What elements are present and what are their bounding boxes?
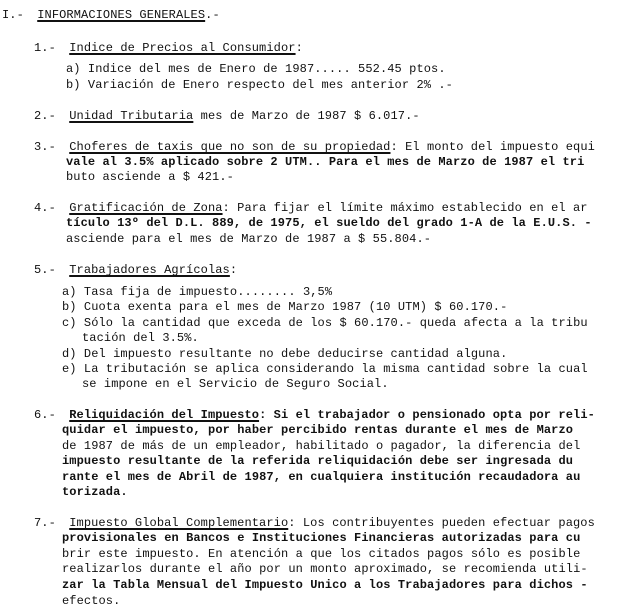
- item-6-line-1-rest: : Si el trabajador o pensionado opta por reli-: [259, 408, 595, 422]
- item-2-number: 2.-: [34, 109, 56, 123]
- item-5-number: 5.-: [34, 263, 56, 277]
- item-7-line-3: brir este impuesto. En atención a que los citados pagos sólo es posible: [62, 547, 581, 561]
- item-7-line-5: zar la Tabla Mensual del Impuesto Unico a los Trabajadores para dichos -: [62, 578, 588, 592]
- item-7-line-2: provisionales en Bancos e Instituciones Financieras autorizadas para cu: [62, 531, 581, 545]
- item-5-title: Trabajadores Agrícolas: [69, 263, 230, 277]
- section-title: INFORMACIONES GENERALES: [37, 8, 206, 22]
- item-6-line-2: quidar el impuesto, por haber percibido rentas durante el mes de Marzo: [62, 423, 574, 437]
- item-5-line-b: b) Cuota exenta para el mes de Marzo 1987 (10 UTM) $ 60.170.-: [62, 300, 508, 314]
- item-5-line-e2: se impone en el Servicio de Seguro Social.: [82, 377, 389, 391]
- item-7-line-4: realizarlos durante el año por un monto aproximado, se recomienda utili-: [62, 562, 588, 576]
- section-number: I.-: [2, 8, 24, 22]
- item-7-line-1-rest: : Los contribuyentes pueden efectuar pagos: [288, 516, 595, 530]
- item-1-line-a: a) Indice del mes de Enero de 1987..... 552.45 ptos.: [66, 62, 446, 76]
- item-4-line-1-rest: : Para fijar el límite máximo establecido en el ar: [222, 201, 588, 215]
- item-4-line-2: tículo 13º del D.L. 889, de 1975, el sueldo del grado 1-A de la E.U.S. -: [66, 216, 592, 230]
- item-5-title-suffix: :: [229, 263, 238, 277]
- item-1-title: Indice de Precios al Consumidor: [69, 41, 296, 55]
- item-4-title: Gratificación de Zona: [69, 201, 223, 215]
- item-6-title: Reliquidación del Impuesto: [69, 408, 260, 422]
- item-4-number: 4.-: [34, 201, 56, 215]
- item-4-line-3: asciende para el mes de Marzo de 1987 a $ 55.804.-: [66, 232, 432, 246]
- item-5-heading: [34, 263, 237, 277]
- item-6-line-5: rante el mes de Abril de 1987, en cualquiera institución recaudadora au: [62, 470, 581, 484]
- item-2-text: [34, 109, 420, 123]
- item-1-line-b: b) Variación de Enero respecto del mes anterior 2% .-: [66, 78, 453, 92]
- item-5-line-e1: e) La tributación se aplica considerando la misma cantidad sobre la cual: [62, 362, 588, 376]
- item-7-line-1: [34, 516, 595, 530]
- item-7-line-6: efectos.: [62, 594, 121, 608]
- item-7-title: Impuesto Global Complementario: [69, 516, 289, 530]
- item-1-number: 1.-: [34, 41, 56, 55]
- item-3-title: Choferes de taxis que no son de su propiedad: [69, 140, 391, 154]
- item-5-line-c1: c) Sólo la cantidad que exceda de los $ 60.170.- queda afecta a la tribu: [62, 316, 588, 330]
- item-5-line-a: a) Tasa fija de impuesto........ 3,5%: [62, 285, 333, 299]
- item-2-rest: mes de Marzo de 1987 $ 6.017.-: [193, 109, 420, 123]
- item-5-line-d: d) Del impuesto resultante no debe deducirse cantidad alguna.: [62, 347, 508, 361]
- item-6-line-4: impuesto resultante de la referida reliquidación debe ser ingresada du: [62, 454, 574, 468]
- item-6-line-1: [34, 408, 595, 422]
- item-2-title: Unidad Tributaria: [69, 109, 194, 123]
- item-6-line-6: torizada.: [62, 485, 128, 499]
- item-1-title-suffix: :: [295, 41, 303, 55]
- item-3-line-3: buto asciende a $ 421.-: [66, 170, 234, 184]
- section-heading: [2, 8, 220, 22]
- item-6-number: 6.-: [34, 408, 56, 422]
- item-5-line-c2: tación del 3.5%.: [82, 331, 199, 345]
- item-1-heading: [34, 41, 303, 55]
- item-3-line-2: vale al 3.5% aplicado sobre 2 UTM.. Para el mes de Marzo de 1987 el tri: [66, 155, 585, 169]
- item-3-line-1-rest: : El monto del impuesto equi: [390, 140, 595, 154]
- item-3-number: 3.-: [34, 140, 56, 154]
- item-7-number: 7.-: [34, 516, 56, 530]
- section-title-suffix: .-: [205, 8, 220, 22]
- item-6-line-3: de 1987 de más de un empleador, habilitado o pagador, la diferencia del: [62, 439, 581, 453]
- item-4-line-1: [34, 201, 588, 215]
- item-3-line-1: [34, 140, 595, 154]
